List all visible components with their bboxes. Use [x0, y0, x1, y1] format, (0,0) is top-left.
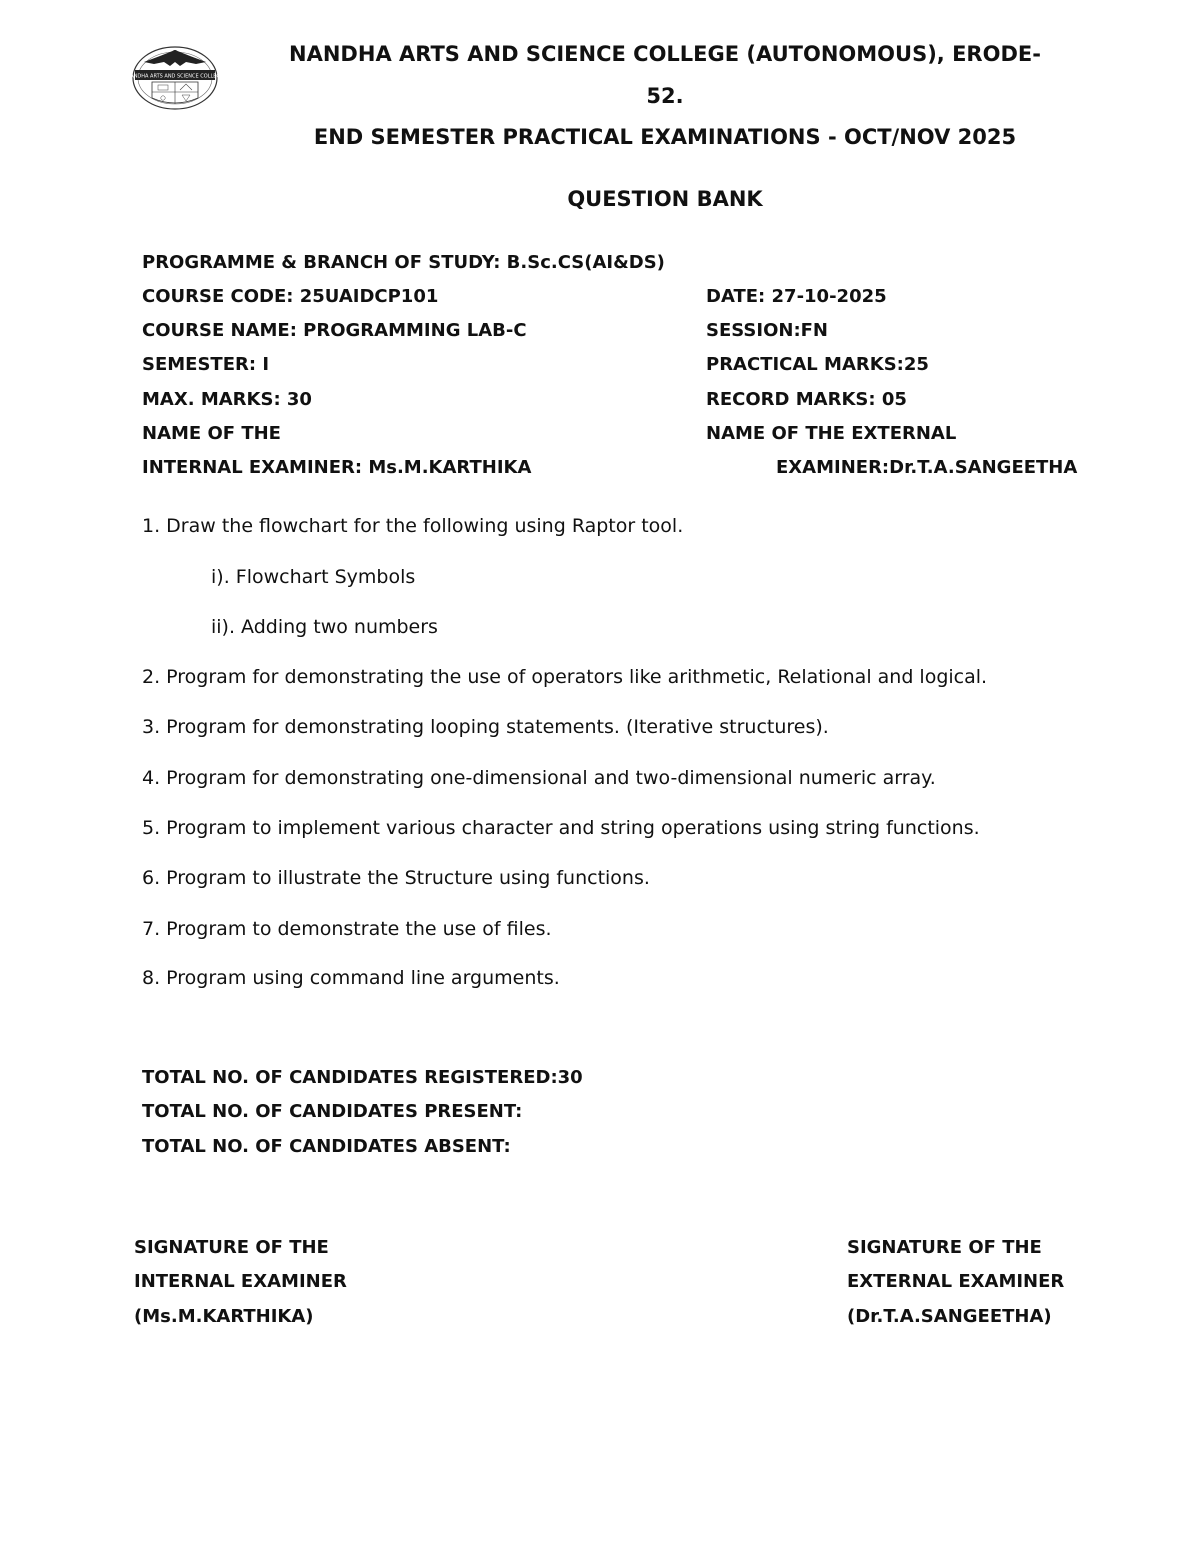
semester: SEMESTER: I [142, 354, 270, 375]
college-name-line2: 52. [646, 84, 684, 108]
question-3: 3. Program for demonstrating looping statements. (Iterative structures). [142, 716, 829, 738]
programme: PROGRAMME & BRANCH OF STUDY: B.Sc.CS(AI&DS) [142, 252, 665, 273]
practical-marks: PRACTICAL MARKS:25 [706, 354, 929, 375]
question-6: 6. Program to illustrate the Structure using functions. [142, 867, 650, 889]
external-signature-label: SIGNATURE OF THE [847, 1237, 1042, 1258]
total-registered: TOTAL NO. OF CANDIDATES REGISTERED:30 [142, 1067, 583, 1088]
question-8: 8. Program using command line arguments. [142, 967, 560, 989]
session: SESSION:FN [706, 320, 829, 341]
internal-signature-label: SIGNATURE OF THE [134, 1237, 329, 1258]
question-4: 4. Program for demonstrating one-dimensional and two-dimensional numeric array. [142, 767, 936, 789]
course-code: COURSE CODE: 25UAIDCP101 [142, 286, 439, 307]
exam-title: END SEMESTER PRACTICAL EXAMINATIONS - OCT/NOV 2025 [313, 125, 1017, 149]
question-7: 7. Program to demonstrate the use of files. [142, 918, 552, 940]
internal-signature-name: (Ms.M.KARTHIKA) [134, 1306, 314, 1327]
college-name-line1: NANDHA ARTS AND SCIENCE COLLEGE (AUTONOMOUS), ERODE- [289, 42, 1041, 66]
college-logo [130, 42, 220, 112]
question-5: 5. Program to implement various character and string operations using string functions. [142, 817, 980, 839]
external-examiner-label: NAME OF THE EXTERNAL [706, 423, 957, 444]
question-1-part-ii: ii). Adding two numbers [211, 616, 438, 638]
question-2: 2. Program for demonstrating the use of operators like arithmetic, Relational and logical. [142, 666, 988, 688]
internal-examiner-label: NAME OF THE [142, 423, 281, 444]
max-marks: MAX. MARKS: 30 [142, 389, 312, 410]
internal-signature-role: INTERNAL EXAMINER [134, 1271, 347, 1292]
document-title: QUESTION BANK [567, 187, 763, 211]
logo-banner-text: NANDHA ARTS AND SCIENCE COLLEGE [130, 73, 220, 80]
total-present: TOTAL NO. OF CANDIDATES PRESENT: [142, 1101, 523, 1122]
external-signature-name: (Dr.T.A.SANGEETHA) [847, 1306, 1052, 1327]
total-absent: TOTAL NO. OF CANDIDATES ABSENT: [142, 1136, 511, 1157]
question-1-part-i: i). Flowchart Symbols [211, 566, 416, 588]
exam-date: DATE: 27-10-2025 [706, 286, 887, 307]
internal-examiner: INTERNAL EXAMINER: Ms.M.KARTHIKA [142, 457, 532, 478]
external-examiner: EXAMINER:Dr.T.A.SANGEETHA [776, 457, 1078, 478]
external-signature-role: EXTERNAL EXAMINER [847, 1271, 1065, 1292]
record-marks: RECORD MARKS: 05 [706, 389, 907, 410]
question-1: 1. Draw the flowchart for the following using Raptor tool. [142, 515, 684, 537]
course-name: COURSE NAME: PROGRAMMING LAB-C [142, 320, 527, 341]
